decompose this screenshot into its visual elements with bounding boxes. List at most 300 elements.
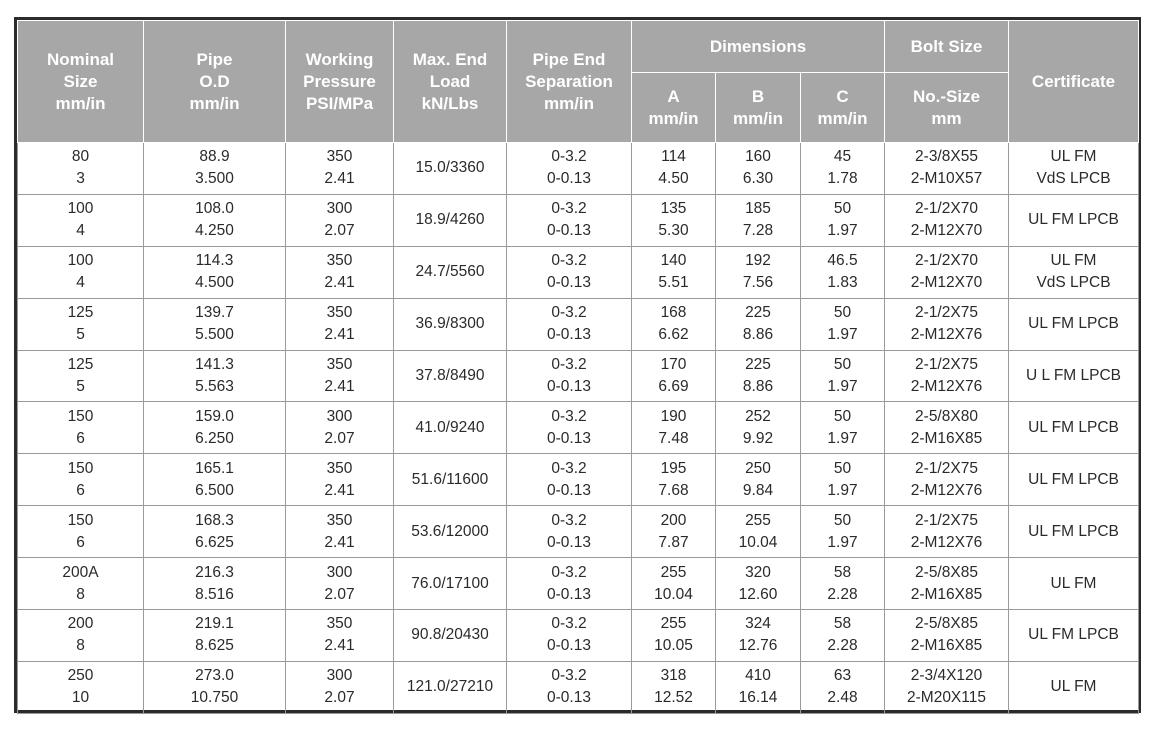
- cell-working-pressure-line: 2.07: [324, 689, 355, 707]
- cell-working-pressure: [286, 506, 394, 558]
- cell-nominal-size: [18, 506, 144, 558]
- cell-bolt-size-line: 2-M12X76: [910, 326, 983, 344]
- header-bolt-size: Bolt Size: [885, 21, 1009, 73]
- cell-bolt-size-line: 2-M16X85: [910, 585, 983, 603]
- cell-dim-a: [632, 246, 716, 298]
- cell-nominal-size: [18, 454, 144, 506]
- cell-nominal-size-line: 125: [67, 304, 94, 322]
- cell-working-pressure-line: 2.07: [324, 585, 355, 603]
- cell-bolt-size-line: 2-M20X115: [907, 689, 986, 707]
- cell-working-pressure: [286, 143, 394, 195]
- cell-working-pressure-line: 2.41: [324, 170, 355, 188]
- cell-working-pressure: [286, 661, 394, 713]
- cell-certificate: [1009, 506, 1139, 558]
- cell-pipe-od-line: 168.3: [195, 511, 234, 529]
- cell-working-pressure-line: 300: [326, 407, 353, 425]
- cell-dim-b: [716, 610, 801, 662]
- cell-nominal-size-line: 125: [67, 356, 94, 373]
- cell-dim-b-line: 192: [745, 252, 771, 270]
- cell-nominal-size-line: 5: [76, 378, 85, 395]
- cell-working-pressure-line: 350: [326, 511, 353, 529]
- cell-dim-b-line: 7.56: [742, 274, 774, 292]
- cell-working-pressure: [286, 558, 394, 610]
- header-max-end-load: Max. End Load kN/Lbs: [394, 21, 507, 143]
- cell-bolt-size-line: 2-M12X76: [910, 481, 983, 499]
- cell-dim-a-line: 7.87: [658, 533, 689, 551]
- cell-pipe-end-separation-line: 0-0.13: [547, 222, 591, 240]
- header-dim-a: A mm/in: [632, 73, 716, 143]
- table-row: [18, 246, 1139, 298]
- cell-nominal-size-line: 6: [76, 481, 85, 499]
- cell-dim-b-line: 16.14: [738, 689, 778, 707]
- cell-certificate-line: UL FM LPCB: [1028, 315, 1119, 333]
- spec-table: [17, 20, 1139, 714]
- header-certificate: Certificate: [1009, 21, 1139, 143]
- cell-pipe-end-separation-line: 0-0.13: [547, 637, 591, 655]
- cell-bolt-size-line: 2-3/4X120: [910, 667, 983, 685]
- cell-nominal-size-line: 200A: [62, 563, 99, 581]
- cell-dim-a: [632, 194, 716, 246]
- cell-bolt-size: [885, 246, 1009, 298]
- cell-nominal-size-line: 250: [67, 667, 94, 685]
- cell-certificate: [1009, 350, 1139, 402]
- cell-dim-b-line: 255: [745, 511, 771, 529]
- cell-nominal-size-line: 10: [71, 689, 90, 707]
- cell-working-pressure-line: 350: [326, 459, 353, 477]
- cell-pipe-od: [144, 661, 286, 713]
- cell-dim-b: [716, 558, 801, 610]
- cell-bolt-size: [885, 454, 1009, 506]
- cell-certificate-line: UL FM LPCB: [1028, 626, 1119, 644]
- cell-nominal-size-line: 200: [67, 615, 94, 633]
- cell-pipe-end-separation: [507, 143, 632, 195]
- cell-nominal-size-line: 4: [76, 222, 85, 240]
- cell-dim-c: [801, 194, 885, 246]
- cell-pipe-od-line: 273.0: [195, 667, 234, 685]
- cell-pipe-od-line: 141.3: [195, 356, 234, 373]
- cell-max-end-load: 76.0/17100: [394, 558, 507, 610]
- cell-bolt-size: [885, 402, 1009, 454]
- cell-dim-c: [801, 350, 885, 402]
- cell-dim-c: [801, 454, 885, 506]
- cell-dim-a-line: 4.50: [658, 170, 689, 188]
- cell-certificate: [1009, 402, 1139, 454]
- cell-dim-b-line: 9.84: [742, 481, 774, 499]
- cell-pipe-end-separation-line: 0-0.13: [547, 481, 591, 499]
- cell-pipe-od-line: 5.500: [195, 326, 234, 344]
- cell-pipe-od: [144, 610, 286, 662]
- header-dim-c: C mm/in: [801, 73, 885, 143]
- cell-pipe-end-separation-line: 0-0.13: [547, 585, 591, 603]
- cell-pipe-end-separation-line: 0-3.2: [551, 356, 587, 373]
- cell-pipe-od: [144, 246, 286, 298]
- cell-bolt-size-line: 2-5/8X80: [915, 407, 978, 425]
- cell-bolt-size: [885, 298, 1009, 350]
- table-row: [18, 402, 1139, 454]
- table-row: [18, 610, 1139, 662]
- cell-pipe-od-line: 3.500: [195, 170, 234, 188]
- cell-working-pressure: [286, 454, 394, 506]
- cell-pipe-end-separation: [507, 246, 632, 298]
- cell-pipe-end-separation: [507, 558, 632, 610]
- cell-dim-c-line: 2.28: [827, 585, 858, 603]
- cell-dim-c-line: 1.97: [827, 429, 858, 447]
- cell-max-end-load: 121.0/27210: [394, 661, 507, 713]
- cell-pipe-end-separation-line: 0-3.2: [551, 563, 587, 581]
- cell-dim-c-line: 1.78: [827, 170, 858, 188]
- cell-dim-c-line: 50: [833, 200, 852, 218]
- cell-dim-a-line: 140: [660, 252, 687, 270]
- header-working-pressure: Working Pressure PSI/MPa: [286, 21, 394, 143]
- cell-certificate-line: UL FM: [1050, 252, 1097, 270]
- cell-dim-a-line: 318: [660, 667, 687, 685]
- cell-working-pressure-line: 2.41: [324, 378, 355, 395]
- cell-dim-c-line: 50: [833, 459, 852, 477]
- cell-bolt-size-line: 2-3/8X55: [915, 148, 978, 166]
- cell-certificate-line: UL FM LPCB: [1028, 418, 1119, 436]
- cell-dim-c: [801, 558, 885, 610]
- cell-certificate: [1009, 454, 1139, 506]
- cell-bolt-size-line: 2-5/8X85: [915, 615, 978, 633]
- cell-pipe-end-separation: [507, 194, 632, 246]
- cell-pipe-od-line: 5.563: [195, 378, 234, 395]
- spec-table-frame: [14, 17, 1141, 713]
- cell-pipe-end-separation-line: 0-3.2: [551, 615, 587, 633]
- cell-bolt-size-line: 2-M12X76: [910, 533, 983, 551]
- cell-pipe-end-separation-line: 0-0.13: [547, 170, 591, 188]
- cell-bolt-size: [885, 506, 1009, 558]
- cell-pipe-end-separation-line: 0-3.2: [551, 459, 587, 477]
- header-nominal-size: Nominal Size mm/in: [18, 21, 144, 143]
- cell-bolt-size-line: 2-5/8X85: [915, 563, 978, 581]
- cell-pipe-od-line: 159.0: [195, 407, 234, 425]
- cell-dim-b: [716, 506, 801, 558]
- cell-certificate-line: VdS LPCB: [1036, 170, 1111, 188]
- header-pipe-od: Pipe O.D mm/in: [144, 21, 286, 143]
- header-pipe-end-separation: Pipe End Separation mm/in: [507, 21, 632, 143]
- cell-dim-c-line: 2.48: [827, 689, 858, 707]
- cell-dim-b-line: 9.92: [742, 429, 774, 447]
- cell-dim-a-line: 170: [660, 356, 687, 373]
- cell-pipe-end-separation: [507, 298, 632, 350]
- cell-bolt-size: [885, 194, 1009, 246]
- cell-working-pressure: [286, 298, 394, 350]
- cell-dim-b-line: 160: [745, 148, 771, 166]
- cell-dim-b-line: 10.04: [738, 533, 778, 551]
- cell-nominal-size: [18, 402, 144, 454]
- cell-pipe-od: [144, 402, 286, 454]
- cell-working-pressure-line: 2.41: [324, 533, 355, 551]
- cell-pipe-end-separation: [507, 661, 632, 713]
- cell-dim-c: [801, 402, 885, 454]
- cell-nominal-size-line: 8: [76, 637, 85, 655]
- cell-dim-c-line: 50: [833, 304, 852, 322]
- cell-dim-a-line: 7.68: [658, 481, 689, 499]
- cell-pipe-end-separation: [507, 610, 632, 662]
- cell-pipe-od-line: 6.250: [195, 429, 234, 447]
- cell-pipe-od-line: 219.1: [195, 615, 234, 633]
- cell-dim-a-line: 200: [660, 511, 687, 529]
- cell-max-end-load: 37.8/8490: [394, 350, 507, 402]
- cell-bolt-size: [885, 610, 1009, 662]
- cell-dim-b-line: 252: [745, 407, 771, 425]
- cell-working-pressure-line: 350: [326, 148, 353, 166]
- cell-dim-c-line: 1.97: [827, 222, 858, 240]
- cell-bolt-size-line: 2-M12X70: [910, 222, 983, 240]
- cell-dim-b-line: 8.86: [742, 378, 774, 395]
- cell-working-pressure-line: 2.41: [324, 481, 355, 499]
- cell-bolt-size-line: 2-1/2X75: [915, 356, 978, 373]
- cell-pipe-od-line: 8.516: [195, 585, 234, 603]
- cell-dim-c-line: 1.97: [827, 326, 858, 344]
- cell-certificate: [1009, 298, 1139, 350]
- cell-dim-b-line: 225: [745, 356, 771, 373]
- cell-nominal-size: [18, 246, 144, 298]
- cell-dim-a-line: 168: [660, 304, 687, 322]
- cell-dim-a-line: 114: [661, 148, 686, 166]
- cell-working-pressure-line: 2.07: [324, 429, 355, 447]
- cell-certificate: [1009, 558, 1139, 610]
- cell-nominal-size-line: 3: [76, 170, 85, 188]
- cell-dim-c-line: 2.28: [827, 637, 858, 655]
- cell-dim-b: [716, 454, 801, 506]
- cell-nominal-size-line: 4: [76, 274, 85, 292]
- cell-pipe-od-line: 4.500: [195, 274, 234, 292]
- cell-max-end-load: 90.8/20430: [394, 610, 507, 662]
- cell-pipe-od: [144, 298, 286, 350]
- cell-dim-b: [716, 402, 801, 454]
- cell-dim-c: [801, 506, 885, 558]
- cell-pipe-od: [144, 143, 286, 195]
- cell-pipe-od-line: 8.625: [195, 637, 234, 655]
- cell-dim-c-line: 1.83: [827, 274, 858, 292]
- cell-dim-c-line: 45: [833, 148, 852, 166]
- cell-pipe-od-line: 4.250: [195, 222, 234, 240]
- cell-working-pressure-line: 350: [326, 615, 353, 633]
- cell-pipe-end-separation: [507, 506, 632, 558]
- cell-certificate: [1009, 194, 1139, 246]
- cell-nominal-size-line: 6: [76, 533, 85, 551]
- cell-dim-c-line: 58: [833, 563, 852, 581]
- cell-pipe-end-separation-line: 0-0.13: [547, 689, 591, 707]
- cell-pipe-end-separation-line: 0-3.2: [551, 304, 587, 322]
- cell-pipe-end-separation-line: 0-3.2: [551, 667, 587, 685]
- cell-bolt-size: [885, 661, 1009, 713]
- cell-pipe-od-line: 6.500: [195, 481, 234, 499]
- table-row: [18, 661, 1139, 713]
- cell-dim-c: [801, 246, 885, 298]
- cell-dim-a-line: 7.48: [658, 429, 689, 447]
- cell-pipe-end-separation-line: 0-0.13: [547, 429, 591, 447]
- cell-nominal-size-line: 5: [76, 326, 85, 344]
- cell-working-pressure: [286, 350, 394, 402]
- cell-dim-c-line: 1.97: [827, 481, 858, 499]
- cell-dim-a-line: 10.04: [654, 585, 693, 603]
- cell-dim-b-line: 320: [745, 563, 771, 581]
- cell-pipe-end-separation-line: 0-0.13: [547, 378, 591, 395]
- cell-dim-a: [632, 661, 716, 713]
- cell-max-end-load: 18.9/4260: [394, 194, 507, 246]
- header-dim-b: B mm/in: [716, 73, 801, 143]
- cell-certificate-line: UL FM: [1050, 574, 1097, 592]
- cell-nominal-size-line: 6: [76, 429, 85, 447]
- cell-dim-b-line: 7.28: [742, 222, 774, 240]
- cell-nominal-size: [18, 298, 144, 350]
- cell-dim-b-line: 250: [745, 459, 771, 477]
- cell-nominal-size: [18, 661, 144, 713]
- cell-dim-a: [632, 610, 716, 662]
- cell-bolt-size-line: 2-1/2X75: [915, 459, 978, 477]
- cell-max-end-load: 53.6/12000: [394, 506, 507, 558]
- cell-certificate-line: VdS LPCB: [1036, 274, 1111, 292]
- cell-dim-b: [716, 194, 801, 246]
- cell-nominal-size-line: 150: [67, 511, 94, 529]
- cell-bolt-size-line: 2-1/2X70: [915, 252, 978, 270]
- cell-dim-a: [632, 350, 716, 402]
- cell-certificate-line: UL FM: [1050, 678, 1097, 696]
- cell-nominal-size-line: 80: [71, 148, 90, 166]
- header-bolt-no-size: No.-Size mm: [885, 73, 1009, 143]
- cell-dim-a: [632, 402, 716, 454]
- cell-pipe-end-separation: [507, 402, 632, 454]
- table-row: [18, 143, 1139, 195]
- cell-max-end-load: 15.0/3360: [394, 143, 507, 195]
- cell-nominal-size: [18, 558, 144, 610]
- cell-bolt-size: [885, 558, 1009, 610]
- cell-nominal-size-line: 150: [67, 407, 94, 425]
- cell-pipe-end-separation-line: 0-3.2: [551, 511, 587, 529]
- cell-dim-b-line: 410: [745, 667, 771, 685]
- cell-dim-b-line: 185: [745, 200, 771, 218]
- cell-bolt-size-line: 2-1/2X75: [915, 511, 978, 529]
- cell-working-pressure-line: 350: [326, 252, 353, 270]
- cell-pipe-end-separation-line: 0-0.13: [547, 274, 591, 292]
- cell-dim-a-line: 5.30: [658, 222, 689, 240]
- cell-dim-a-line: 5.51: [658, 274, 689, 292]
- cell-dim-a-line: 6.62: [658, 326, 689, 344]
- cell-max-end-load: 36.9/8300: [394, 298, 507, 350]
- cell-dim-a-line: 135: [660, 200, 687, 218]
- cell-certificate-line: U L FM LPCB: [1025, 367, 1122, 384]
- cell-dim-b-line: 8.86: [742, 326, 774, 344]
- cell-dim-a-line: 190: [660, 407, 687, 425]
- cell-pipe-od-line: 114.3: [195, 252, 234, 270]
- cell-bolt-size-line: 2-M12X70: [910, 274, 983, 292]
- header-dimensions: Dimensions: [632, 21, 885, 73]
- cell-bolt-size: [885, 143, 1009, 195]
- cell-dim-a: [632, 143, 716, 195]
- cell-dim-a: [632, 506, 716, 558]
- table-row: [18, 194, 1139, 246]
- cell-pipe-od-line: 88.9: [199, 148, 230, 166]
- cell-working-pressure-line: 2.41: [324, 326, 355, 344]
- cell-max-end-load: 51.6/11600: [394, 454, 507, 506]
- cell-certificate: [1009, 246, 1139, 298]
- cell-dim-c: [801, 143, 885, 195]
- cell-max-end-load: 24.7/5560: [394, 246, 507, 298]
- cell-pipe-end-separation-line: 0-3.2: [551, 200, 587, 218]
- cell-dim-c-line: 50: [833, 356, 852, 373]
- table-row: [18, 350, 1139, 402]
- cell-dim-a-line: 12.52: [654, 689, 693, 707]
- cell-pipe-od-line: 6.625: [195, 533, 234, 551]
- cell-pipe-od-line: 108.0: [195, 200, 234, 218]
- cell-dim-b: [716, 350, 801, 402]
- cell-certificate-line: UL FM: [1050, 148, 1097, 166]
- table-row: [18, 454, 1139, 506]
- cell-pipe-end-separation-line: 0-0.13: [547, 326, 591, 344]
- cell-bolt-size-line: 2-M10X57: [910, 170, 983, 188]
- cell-pipe-od-line: 165.1: [195, 459, 234, 477]
- cell-working-pressure-line: 300: [326, 563, 353, 581]
- cell-nominal-size: [18, 143, 144, 195]
- cell-pipe-od-line: 10.750: [190, 689, 239, 707]
- cell-dim-c-line: 58: [833, 615, 852, 633]
- cell-dim-a-line: 10.05: [654, 637, 693, 655]
- cell-dim-b-line: 12.76: [738, 637, 778, 655]
- cell-nominal-size-line: 100: [67, 200, 94, 218]
- cell-pipe-end-separation: [507, 454, 632, 506]
- cell-bolt-size-line: 2-1/2X75: [915, 304, 978, 322]
- cell-nominal-size: [18, 350, 144, 402]
- cell-nominal-size: [18, 194, 144, 246]
- cell-working-pressure: [286, 610, 394, 662]
- cell-working-pressure-line: 350: [326, 304, 353, 322]
- cell-certificate: [1009, 661, 1139, 713]
- cell-pipe-od: [144, 350, 286, 402]
- cell-max-end-load: 41.0/9240: [394, 402, 507, 454]
- cell-dim-b: [716, 661, 801, 713]
- cell-bolt-size-line: 2-M16X85: [910, 429, 983, 447]
- cell-dim-c-line: 50: [833, 407, 852, 425]
- cell-dim-c-line: 46.5: [827, 252, 858, 270]
- cell-nominal-size: [18, 610, 144, 662]
- cell-pipe-od-line: 139.7: [195, 304, 234, 322]
- cell-pipe-end-separation-line: 0-0.13: [547, 533, 591, 551]
- cell-pipe-od: [144, 194, 286, 246]
- cell-dim-c-line: 63: [833, 667, 852, 685]
- cell-bolt-size-line: 2-M12X76: [910, 378, 983, 395]
- cell-pipe-od: [144, 454, 286, 506]
- cell-dim-c: [801, 610, 885, 662]
- cell-dim-b: [716, 143, 801, 195]
- table-row: [18, 298, 1139, 350]
- cell-working-pressure-line: 2.07: [324, 222, 355, 240]
- cell-dim-b: [716, 246, 801, 298]
- cell-dim-a: [632, 454, 716, 506]
- cell-pipe-od: [144, 558, 286, 610]
- cell-dim-b: [716, 298, 801, 350]
- cell-dim-a-line: 255: [660, 563, 687, 581]
- cell-certificate: [1009, 143, 1139, 195]
- cell-bolt-size: [885, 350, 1009, 402]
- cell-dim-b-line: 225: [745, 304, 771, 322]
- cell-dim-c-line: 1.97: [827, 378, 858, 395]
- cell-working-pressure: [286, 194, 394, 246]
- cell-dim-a: [632, 558, 716, 610]
- cell-working-pressure-line: 350: [326, 356, 353, 373]
- cell-dim-b-line: 12.60: [738, 585, 778, 603]
- cell-certificate-line: UL FM LPCB: [1028, 470, 1119, 488]
- cell-pipe-od: [144, 506, 286, 558]
- cell-dim-c-line: 50: [833, 511, 852, 529]
- cell-bolt-size-line: 2-1/2X70: [915, 200, 978, 218]
- cell-nominal-size-line: 150: [67, 459, 94, 477]
- table-row: [18, 506, 1139, 558]
- cell-pipe-end-separation-line: 0-3.2: [551, 252, 587, 270]
- cell-working-pressure-line: 300: [326, 667, 353, 685]
- cell-nominal-size-line: 100: [67, 252, 94, 270]
